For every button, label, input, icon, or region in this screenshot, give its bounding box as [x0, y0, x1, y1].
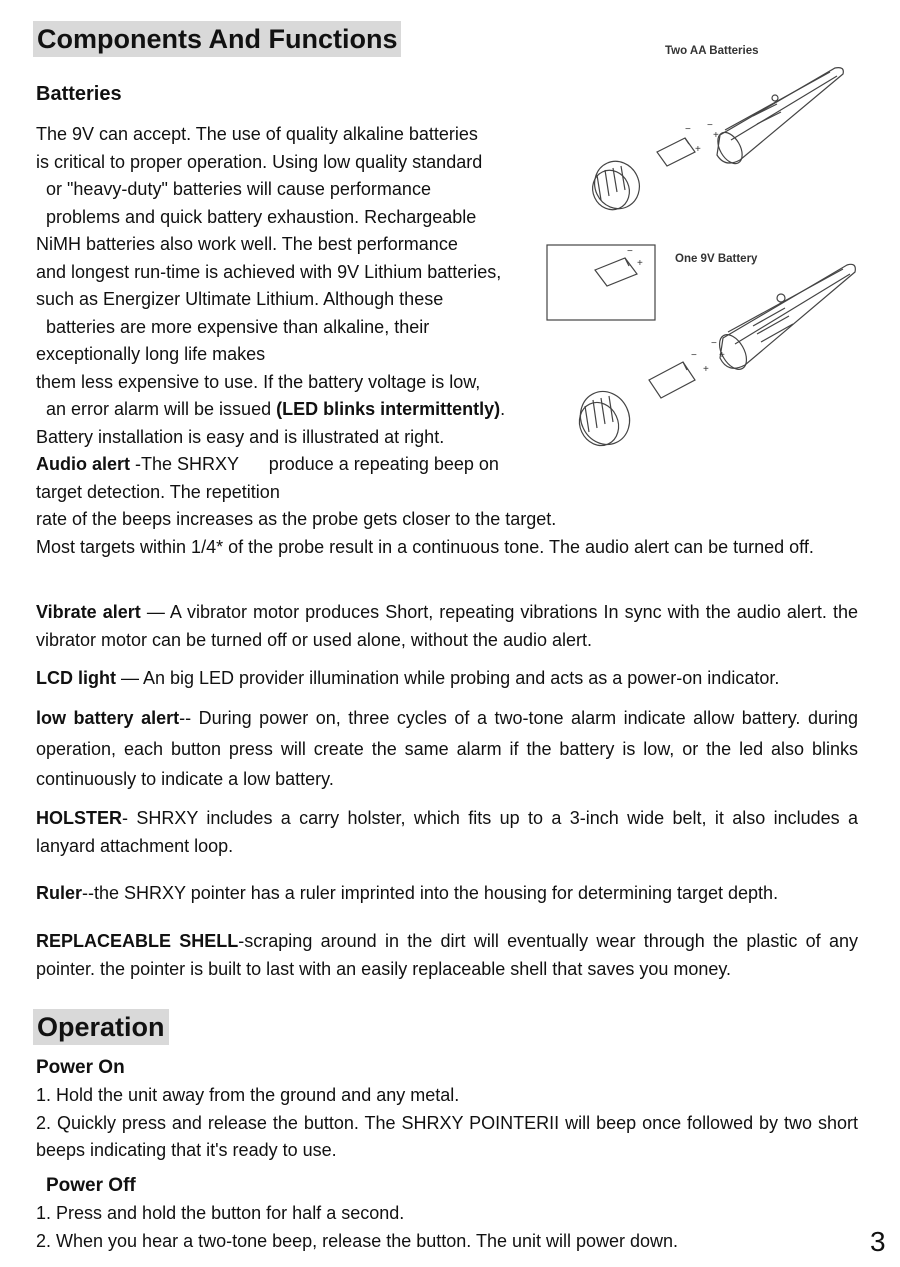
replaceable-shell-text: -scraping around in the dirt will eventually wear through the plastic of any pointer. the pointer is built to last with an easily replaceable shell that saves you money.	[36, 931, 858, 979]
audio-alert-line	[36, 451, 499, 479]
power-on-step: 2. Quickly press and release the button. The SHRXY POINTERII will beep once followed by two short beeps indicating that it's ready to use.	[36, 1112, 858, 1160]
section-title-components: Components And Functions	[33, 21, 401, 57]
low-battery-text: -- During power on, three cycles of a two-tone alarm indicate allow battery. during operation, each button press will create the same alarm if the battery is low, or the led also blinks continuously to indicate a low battery.	[36, 708, 858, 789]
svg-text:−: −	[685, 124, 691, 135]
batteries-line: Battery installation is easy and is illustrated at right.	[36, 426, 445, 447]
batteries-heading: Batteries	[36, 83, 122, 105]
batteries-line: The 9V can accept. The use of quality alkaline batteries	[36, 124, 478, 144]
audio-alert-line: target detection. The repetition	[36, 481, 280, 502]
svg-text:+: +	[719, 350, 725, 361]
svg-text:−: −	[707, 120, 713, 131]
batteries-line: NiMH batteries also work well. The best performance	[36, 234, 458, 254]
caption-one-9v-battery: One 9V Battery	[675, 253, 758, 265]
battery-installation-illustration	[545, 40, 865, 460]
audio-alert-label: Audio alert	[36, 454, 131, 474]
power-off-step: 1. Press and hold the button for half a second.	[36, 1203, 405, 1223]
batteries-line-text: an error alarm will be issued	[36, 399, 277, 419]
svg-text:−: −	[627, 246, 633, 257]
lcd-light-paragraph	[36, 665, 858, 693]
led-blink-emphasis: (LED blinks intermittently)	[276, 399, 501, 419]
holster-paragraph	[36, 805, 858, 860]
low-battery-paragraph	[36, 703, 858, 795]
svg-text:−: −	[711, 338, 717, 349]
period: .	[500, 399, 506, 419]
pointer-drawing	[545, 40, 865, 460]
ruler-text: --the SHRXY pointer has a ruler imprinted into the housing for determining target depth.	[82, 883, 779, 903]
batteries-line: such as Energizer Ultimate Lithium. Although these	[36, 289, 444, 309]
vibrate-alert-text: — A vibrator motor produces Short, repeating vibrations In sync with the audio alert. the vibrator motor can be turned off or used alone, without the audio alert.	[36, 602, 858, 650]
caption-two-aa-batteries: Two AA Batteries	[665, 45, 759, 57]
vibrate-alert-label: Vibrate alert	[36, 602, 141, 622]
section-title-operation: Operation	[33, 1009, 169, 1045]
svg-text:−: −	[691, 350, 697, 361]
holster-text: - SHRXY includes a carry holster, which fits up to a 3-inch wide belt, it also includes a lanyard attachment loop.	[36, 808, 858, 856]
svg-text:+: +	[713, 130, 719, 141]
holster-label: HOLSTER	[36, 808, 123, 828]
replaceable-shell-paragraph	[36, 928, 858, 983]
batteries-line: exceptionally long life makes	[36, 344, 266, 364]
svg-text:+: +	[637, 258, 643, 269]
svg-text:+: +	[703, 364, 709, 375]
page-number: 3	[870, 1226, 886, 1257]
batteries-line	[36, 396, 505, 424]
audio-alert-paragraph: Most targets within 1/4* of the probe result in a continuous tone. The audio alert can be turned off.	[36, 537, 814, 557]
svg-text:+: +	[695, 144, 701, 155]
ruler-label: Ruler	[36, 883, 83, 903]
replaceable-shell-label: REPLACEABLE SHELL	[36, 931, 239, 951]
ruler-paragraph	[36, 880, 866, 908]
power-off-heading: Power Off	[46, 1175, 136, 1196]
batteries-line: and longest run-time is achieved with 9V Lithium batteries,	[36, 261, 502, 282]
batteries-line: batteries are more expensive than alkaline, their	[36, 316, 430, 337]
batteries-line: them less expensive to use. If the battery voltage is low,	[36, 371, 481, 392]
batteries-line: problems and quick battery exhaustion. Rechargeable	[36, 206, 477, 227]
power-on-heading: Power On	[36, 1057, 125, 1078]
audio-alert-text: -The SHRXY produce a repeating beep on	[130, 454, 499, 474]
lcd-light-label: LCD light	[36, 668, 116, 688]
lcd-light-text: — An big LED provider illumination while probing and acts as a power-on indicator.	[115, 668, 780, 688]
low-battery-label: low battery alert	[36, 708, 180, 728]
vibrate-alert-paragraph	[36, 599, 858, 654]
power-off-step: 2. When you hear a two-tone beep, release the button. The unit will power down.	[36, 1230, 679, 1251]
audio-alert-line: rate of the beeps increases as the probe gets closer to the target.	[36, 509, 557, 529]
batteries-line: is critical to proper operation. Using low quality standard	[36, 151, 483, 172]
batteries-line: or "heavy-duty" batteries will cause performance	[36, 179, 431, 199]
power-on-step: 1. Hold the unit away from the ground and any metal.	[36, 1085, 460, 1105]
